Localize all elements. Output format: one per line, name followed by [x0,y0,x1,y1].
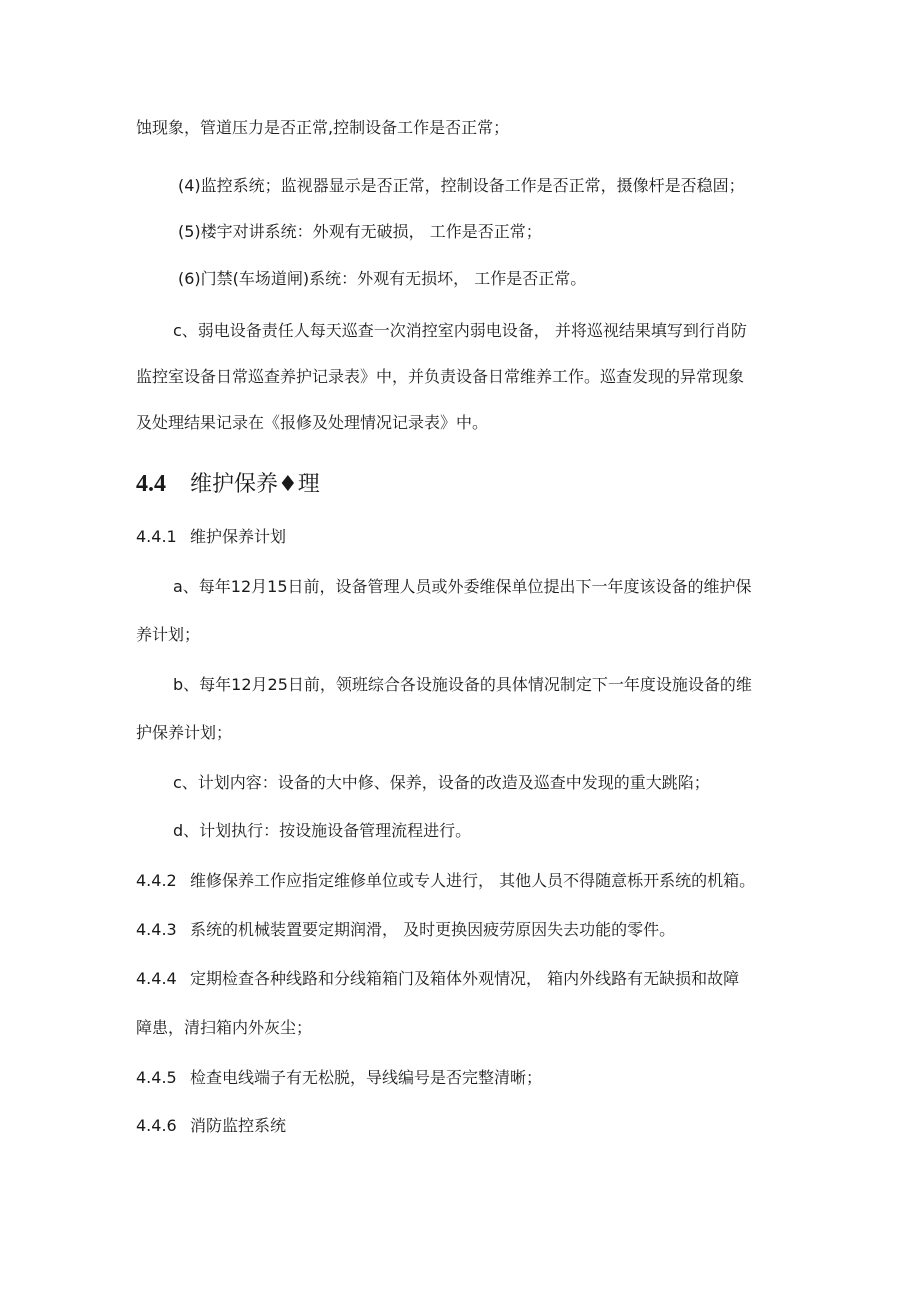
subsection-paragraph [136,919,675,941]
list-item: c、计划内容：设备的大中修、保养，设备的改造及巡查中发现的重大跳陷； [173,773,710,792]
subsection-number: 4.4.5 [136,1068,177,1087]
paragraph-line: c、弱电设备责任人每天巡查一次消控室内弱电设备， 并将巡视结果填写到行肖防 [173,321,747,340]
subsection-number: 4.4.4 [136,969,177,988]
paragraph-line: (5)楼宇对讲系统：外观有无破损， 工作是否正常； [178,222,542,241]
list-item-continuation: 护保养计划； [136,723,233,742]
subsection-text: 维修保养工作应指定维修单位或专人进行， 其他人员不得随意栎开系统的机箱。 [190,871,756,890]
subsection-number: 4.4.2 [136,871,177,890]
subsection-number: 4.4.3 [136,920,177,939]
subsection-title: 消防监控系统 [190,1116,287,1135]
section-title: 维护保养♦理 [190,472,320,497]
paragraph-line: 及处理结果记录在《报修及处理情况记录表》中。 [136,413,489,432]
paragraph-line: (6)门禁(车场道闸)系统：外观有无损坏， 工作是否正常。 [178,269,587,288]
subsection-paragraph [136,1067,542,1089]
subsection-text: 定期检查各种线路和分线箱箱门及箱体外观情况， 箱内外线路有无缺损和故障 [190,969,740,988]
paragraph-line: 监控室设备日常巡查养护记录表》中，并负责设备日常维养工作。巡查发现的异常现象 [136,367,745,386]
subsection-text: 系统的机械装置要定期润滑， 及时更换因疲劳原因失去功能的零件。 [190,920,676,939]
section-number: 4.4 [136,471,166,497]
subsection-paragraph [136,968,739,990]
list-item: d、计划执行：按设施设备管理流程进行。 [173,821,472,840]
subsection-title: 维护保养计划 [190,527,287,546]
paragraph-line: 蚀现象，管道压力是否正常,控制设备工作是否正常； [136,118,510,137]
list-item-continuation: 养计划； [136,625,201,644]
subsection-heading [136,526,286,548]
section-heading [136,469,320,499]
subsection-continuation: 障患，清扫箱内外灰尘； [136,1018,313,1037]
subsection-paragraph [136,870,755,892]
list-item: a、每年12月15日前，设备管理人员或外委维保单位提出下一年度该设备的维护保 [173,577,752,596]
list-item: b、每年12月25日前，领班综合各设施设备的具体情况制定下一年度设施设备的维 [173,675,752,694]
subsection-number: 4.4.1 [136,527,177,546]
paragraph-line: (4)监控系统；监视器显示是否正常，控制设备工作是否正常，摄像杆是否稳固； [178,176,745,195]
subsection-text: 检查电线端子有无松脱，导线编号是否完整清晰； [190,1068,543,1087]
subsection-number: 4.4.6 [136,1116,177,1135]
subsection-heading [136,1115,286,1137]
